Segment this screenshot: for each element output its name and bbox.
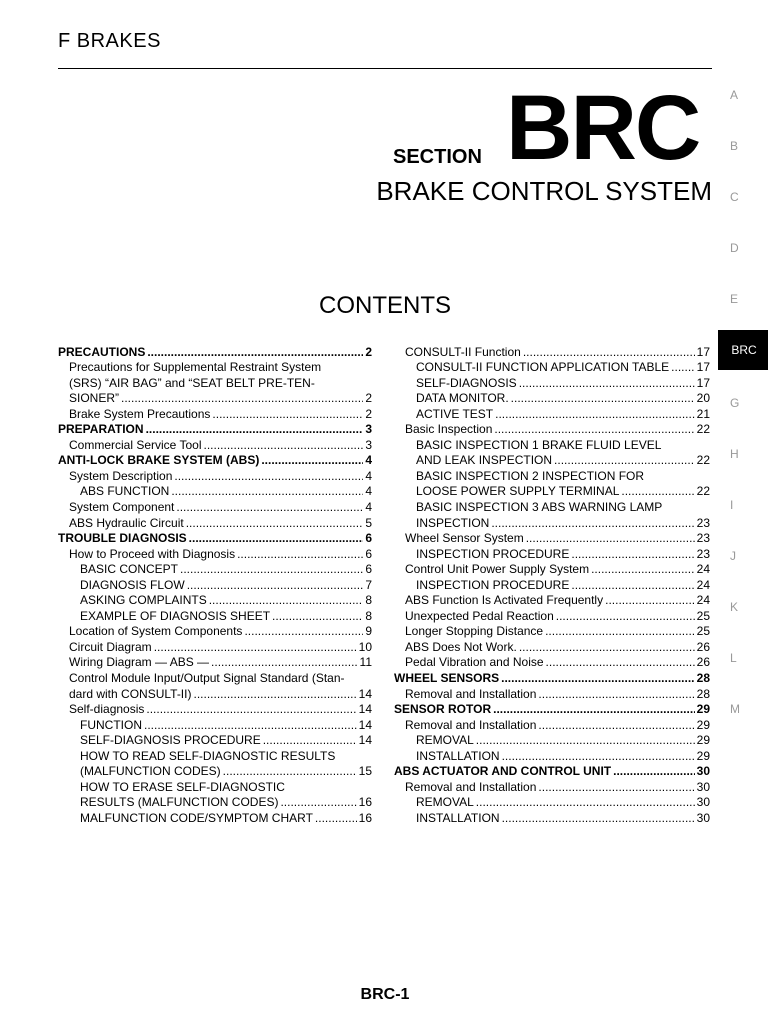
toc-leader-dots xyxy=(523,345,695,360)
toc-leader-dots xyxy=(280,795,356,810)
toc-entry[interactable] xyxy=(58,406,372,422)
toc-entry-page: 29 xyxy=(696,748,710,763)
toc-entry-page: 23 xyxy=(696,515,710,530)
toc-entry-page: 22 xyxy=(696,453,710,468)
toc-leader-dots xyxy=(244,624,363,639)
toc-entry-title: ANTI-LOCK BRAKE SYSTEM (ABS) xyxy=(58,453,260,468)
toc-entry[interactable] xyxy=(394,375,710,391)
toc-entry[interactable] xyxy=(58,702,372,718)
toc-entry-page: 2 xyxy=(365,406,372,421)
toc-entry-title: BASIC CONCEPT xyxy=(80,562,179,577)
toc-entry-title: SENSOR ROTOR xyxy=(394,702,492,717)
toc-entry-page: 20 xyxy=(696,391,710,406)
side-index-letter[interactable]: A xyxy=(730,88,739,102)
toc-entry-title: Unexpected Pedal Reaction xyxy=(405,608,554,623)
toc-entry-title: ASKING COMPLAINTS xyxy=(80,593,207,608)
toc-entry[interactable] xyxy=(58,608,372,624)
toc-leader-dots xyxy=(146,702,356,717)
toc-entry-title: Pedal Vibration and Noise xyxy=(405,655,544,670)
toc-entry-title: dard with CONSULT-II) xyxy=(69,686,192,701)
toc-entry-title: PREPARATION xyxy=(58,422,144,437)
toc-entry-title: DATA MONITOR. xyxy=(416,391,509,406)
toc-entry-page: 25 xyxy=(696,608,710,623)
toc-leader-dots xyxy=(571,547,694,562)
toc-entry[interactable] xyxy=(58,499,372,515)
toc-entry-page: 6 xyxy=(365,562,372,577)
toc-entry-page: 24 xyxy=(696,593,710,608)
toc-entry-page: 29 xyxy=(696,702,710,717)
toc-entry-title: ABS FUNCTION xyxy=(80,484,170,499)
toc-entry-page: 10 xyxy=(358,639,372,654)
toc-leader-dots xyxy=(212,407,363,422)
toc-leader-dots xyxy=(511,391,695,406)
toc-entry[interactable] xyxy=(394,484,710,500)
toc-entry[interactable] xyxy=(394,577,710,593)
toc-entry[interactable] xyxy=(394,717,710,733)
toc-entry-page: 6 xyxy=(365,546,372,561)
toc-entry[interactable] xyxy=(394,810,710,826)
toc-entry[interactable] xyxy=(58,484,372,500)
toc-entry[interactable] xyxy=(394,391,710,407)
toc-entry[interactable] xyxy=(58,733,372,749)
side-index-letter[interactable]: K xyxy=(730,600,739,614)
toc-entry[interactable] xyxy=(394,546,710,562)
toc-leader-dots xyxy=(613,764,695,779)
toc-entry-page: 7 xyxy=(365,577,372,592)
toc-entry-title: BASIC INSPECTION 2 INSPECTION FOR xyxy=(416,468,645,483)
toc-entry-title: INSPECTION PROCEDURE xyxy=(416,577,570,592)
toc-entry-title: SELF-DIAGNOSIS xyxy=(416,375,517,390)
toc-leader-dots xyxy=(501,671,695,686)
toc-entry-title: SELF-DIAGNOSIS PROCEDURE xyxy=(80,733,261,748)
toc-entry-page: 17 xyxy=(696,375,710,390)
toc-entry[interactable] xyxy=(58,764,372,780)
toc-entry-title: BASIC INSPECTION 1 BRAKE FLUID LEVEL xyxy=(416,437,662,452)
section-code: BRC xyxy=(506,77,700,179)
toc-entry-title: Commercial Service Tool xyxy=(69,437,202,452)
toc-entry-page: 26 xyxy=(696,655,710,670)
toc-entry[interactable] xyxy=(58,686,372,702)
toc-entry[interactable] xyxy=(58,468,372,484)
side-index-letter[interactable]: M xyxy=(730,702,740,716)
toc-leader-dots xyxy=(147,345,363,360)
contents-heading: CONTENTS xyxy=(319,292,451,319)
toc-entry-title: WHEEL SENSORS xyxy=(394,671,500,686)
toc-entry-title: Removal and Installation xyxy=(405,779,537,794)
toc-entry-title: (MALFUNCTION CODES) xyxy=(80,764,221,779)
toc-entry-title: AND LEAK INSPECTION xyxy=(416,453,553,468)
toc-entry[interactable] xyxy=(394,499,710,515)
toc-entry[interactable] xyxy=(58,360,372,376)
toc-entry-page: 14 xyxy=(358,733,372,748)
toc-leader-dots xyxy=(476,733,695,748)
toc-leader-dots xyxy=(538,718,694,733)
toc-entry-title: CONSULT-II FUNCTION APPLICATION TABLE xyxy=(416,360,670,375)
toc-leader-dots xyxy=(545,624,695,639)
toc-leader-dots xyxy=(209,593,364,608)
toc-entry-title: RESULTS (MALFUNCTION CODES) xyxy=(80,795,279,810)
toc-entry[interactable] xyxy=(58,624,372,640)
toc-entry-title: DIAGNOSIS FLOW xyxy=(80,577,185,592)
toc-entry[interactable] xyxy=(58,391,372,407)
toc-entry-title: Circuit Diagram xyxy=(69,639,152,654)
toc-entry[interactable] xyxy=(394,422,710,438)
toc-leader-dots xyxy=(263,733,357,748)
toc-entry-title: Removal and Installation xyxy=(405,717,537,732)
toc-entry[interactable] xyxy=(394,702,710,718)
toc-entry-title: REMOVAL xyxy=(416,795,474,810)
toc-entry-page: 17 xyxy=(696,344,710,359)
toc-entry[interactable] xyxy=(58,795,372,811)
section-title: BRAKE CONTROL SYSTEM xyxy=(376,176,712,206)
toc-leader-dots xyxy=(519,376,695,391)
toc-entry-page: 8 xyxy=(365,593,372,608)
toc-leader-dots xyxy=(237,547,363,562)
toc-entry-page: 14 xyxy=(358,686,372,701)
toc-entry[interactable] xyxy=(394,437,710,453)
toc-left-column xyxy=(58,344,372,826)
toc-leader-dots xyxy=(526,531,695,546)
toc-entry-page: 2 xyxy=(365,391,372,406)
toc-entry-page: 30 xyxy=(696,810,710,825)
toc-leader-dots xyxy=(272,609,363,624)
toc-entry-page: 23 xyxy=(696,546,710,561)
toc-entry-page: 24 xyxy=(696,562,710,577)
toc-entry[interactable] xyxy=(58,375,372,391)
toc-entry[interactable] xyxy=(394,531,710,547)
toc-entry-title: BASIC INSPECTION 3 ABS WARNING LAMP xyxy=(416,500,663,515)
toc-entry-title: Control Unit Power Supply System xyxy=(405,562,590,577)
toc-entry[interactable] xyxy=(394,624,710,640)
toc-entry[interactable] xyxy=(58,779,372,795)
toc-entry-title: CONSULT-II Function xyxy=(405,344,521,359)
toc-entry[interactable] xyxy=(394,360,710,376)
toc-entry[interactable] xyxy=(58,437,372,453)
toc-entry-title: Longer Stopping Distance xyxy=(405,624,544,639)
toc-entry-page: 22 xyxy=(696,422,710,437)
toc-entry-title: LOOSE POWER SUPPLY TERMINAL xyxy=(416,484,620,499)
toc-entry-title: INSTALLATION xyxy=(416,748,500,763)
toc-leader-dots xyxy=(211,655,357,670)
toc-entry-page: 4 xyxy=(365,500,372,515)
toc-entry[interactable] xyxy=(58,639,372,655)
toc-leader-dots xyxy=(261,453,363,468)
toc-entry-page: 30 xyxy=(696,764,710,779)
toc-entry-title: How to Proceed with Diagnosis xyxy=(69,546,236,561)
toc-entry[interactable] xyxy=(58,670,372,686)
toc-entry[interactable] xyxy=(394,453,710,469)
toc-entry-title: MALFUNCTION CODE/SYMPTOM CHART xyxy=(80,810,313,825)
toc-entry-page: 3 xyxy=(365,422,372,437)
toc-entry[interactable] xyxy=(394,593,710,609)
toc-entry[interactable] xyxy=(394,655,710,671)
toc-entry-page: 4 xyxy=(365,468,372,483)
side-index-letter[interactable]: L xyxy=(730,651,737,665)
side-index-active-tab[interactable]: BRC xyxy=(718,330,768,370)
toc-leader-dots xyxy=(180,562,363,577)
section-label: SECTION xyxy=(393,146,482,168)
toc-entry[interactable] xyxy=(58,546,372,562)
toc-entry[interactable] xyxy=(394,468,710,484)
chapter-header: F BRAKES xyxy=(58,30,161,52)
toc-entry-title: SIONER” xyxy=(69,391,120,406)
toc-entry-title: (SRS) “AIR BAG” and “SEAT BELT PRE-TEN- xyxy=(69,375,315,390)
toc-entry-page: 14 xyxy=(358,717,372,732)
toc-entry-page: 22 xyxy=(696,484,710,499)
toc-leader-dots xyxy=(538,780,694,795)
toc-entry[interactable] xyxy=(394,639,710,655)
toc-leader-dots xyxy=(519,640,695,655)
toc-leader-dots xyxy=(546,655,695,670)
toc-leader-dots xyxy=(671,360,694,375)
toc-entry-title: ACTIVE TEST xyxy=(416,406,494,421)
toc-entry-page: 5 xyxy=(365,515,372,530)
toc-entry-title: TROUBLE DIAGNOSIS xyxy=(58,531,187,546)
toc-entry-page: 3 xyxy=(365,437,372,452)
toc-entry-page: 29 xyxy=(696,717,710,732)
toc-entry-title: FUNCTION xyxy=(80,717,142,732)
toc-entry-title: Wheel Sensor System xyxy=(405,531,524,546)
toc-entry-page: 4 xyxy=(365,484,372,499)
toc-entry-title: ABS Hydraulic Circuit xyxy=(69,515,184,530)
toc-leader-dots xyxy=(121,391,363,406)
side-index-letter[interactable]: J xyxy=(730,549,736,563)
toc-entry-title: Removal and Installation xyxy=(405,686,537,701)
toc-leader-dots xyxy=(554,453,695,468)
toc-entry-title: ABS ACTUATOR AND CONTROL UNIT xyxy=(394,764,612,779)
toc-entry[interactable] xyxy=(394,795,710,811)
page-number: BRC-1 xyxy=(360,986,410,1003)
toc-entry-page: 17 xyxy=(696,360,710,375)
toc-entry-title: Basic Inspection xyxy=(405,422,493,437)
toc-leader-dots xyxy=(174,469,363,484)
toc-entry-title: INSPECTION xyxy=(416,515,490,530)
side-index-letter[interactable]: I xyxy=(730,498,734,512)
toc-entry-page: 23 xyxy=(696,531,710,546)
toc-entry[interactable] xyxy=(58,810,372,826)
toc-entry-title: INSTALLATION xyxy=(416,810,500,825)
toc-entry-page: 21 xyxy=(696,406,710,421)
side-index-letter[interactable]: E xyxy=(730,292,739,306)
toc-entry-page: 16 xyxy=(358,795,372,810)
side-index-letter[interactable]: G xyxy=(730,396,740,410)
toc-entry[interactable] xyxy=(58,344,372,360)
toc-entry-title: Location of System Components xyxy=(69,624,243,639)
toc-leader-dots xyxy=(223,764,357,779)
toc-leader-dots xyxy=(491,516,694,531)
toc-leader-dots xyxy=(315,811,357,826)
toc-entry-title: HOW TO READ SELF-DIAGNOSTIC RESULTS xyxy=(80,748,336,763)
toc-entry-page: 6 xyxy=(365,531,372,546)
toc-entry[interactable] xyxy=(394,779,710,795)
toc-entry-title: ABS Does Not Work. xyxy=(405,639,517,654)
toc-entry-page: 25 xyxy=(696,624,710,639)
toc-leader-dots xyxy=(605,593,695,608)
toc-entry[interactable] xyxy=(394,344,710,360)
toc-entry[interactable] xyxy=(58,655,372,671)
toc-entry-page: 2 xyxy=(365,344,372,359)
side-index-letter[interactable]: C xyxy=(730,190,739,204)
side-index-letter[interactable]: D xyxy=(730,241,739,255)
toc-entry[interactable] xyxy=(58,531,372,547)
toc-leader-dots xyxy=(502,811,695,826)
toc-entry-title: Brake System Precautions xyxy=(69,406,211,421)
toc-entry-page: 4 xyxy=(365,453,372,468)
toc-entry[interactable] xyxy=(394,733,710,749)
toc-leader-dots xyxy=(171,484,363,499)
toc-entry[interactable] xyxy=(58,577,372,593)
header-rule xyxy=(58,68,712,69)
toc-entry[interactable] xyxy=(394,608,710,624)
toc-entry-title: EXAMPLE OF DIAGNOSIS SHEET xyxy=(80,608,271,623)
toc-entry[interactable] xyxy=(58,422,372,438)
toc-leader-dots xyxy=(621,484,694,499)
toc-entry[interactable] xyxy=(58,562,372,578)
toc-entry-page: 16 xyxy=(358,810,372,825)
toc-entry-title: INSPECTION PROCEDURE xyxy=(416,546,570,561)
toc-leader-dots xyxy=(144,718,357,733)
toc-leader-dots xyxy=(556,609,695,624)
toc-entry[interactable] xyxy=(58,453,372,469)
toc-entry[interactable] xyxy=(394,515,710,531)
toc-entry-title: System Component xyxy=(69,500,175,515)
toc-entry-title: PRECAUTIONS xyxy=(58,344,146,359)
toc-leader-dots xyxy=(502,749,695,764)
toc-right-column xyxy=(394,344,710,826)
toc-entry-page: 29 xyxy=(696,733,710,748)
toc-entry-title: ABS Function Is Activated Frequently xyxy=(405,593,604,608)
toc-entry[interactable] xyxy=(394,764,710,780)
toc-entry[interactable] xyxy=(394,670,710,686)
toc-entry-page: 8 xyxy=(365,608,372,623)
toc-leader-dots xyxy=(189,531,364,546)
toc-entry-page: 24 xyxy=(696,577,710,592)
side-index-letter[interactable]: B xyxy=(730,139,739,153)
toc-leader-dots xyxy=(204,438,364,453)
toc-entry-title: Control Module Input/Output Signal Standard (Stan- xyxy=(69,671,345,686)
toc-entry-title: HOW TO ERASE SELF-DIAGNOSTIC xyxy=(80,779,285,794)
toc-entry-page: 11 xyxy=(359,655,372,670)
toc-entry-title: System Description xyxy=(69,468,173,483)
toc-leader-dots xyxy=(187,578,364,593)
toc-leader-dots xyxy=(494,422,694,437)
toc-entry-page: 30 xyxy=(696,779,710,794)
toc-entry[interactable] xyxy=(394,748,710,764)
toc-leader-dots xyxy=(495,407,695,422)
toc-entry-page: 15 xyxy=(358,764,372,779)
toc-leader-dots xyxy=(538,687,694,702)
toc-entry-title: REMOVAL xyxy=(416,733,474,748)
toc-leader-dots xyxy=(493,702,695,717)
toc-leader-dots xyxy=(146,422,364,437)
toc-entry-page: 9 xyxy=(365,624,372,639)
toc-entry-page: 28 xyxy=(696,686,710,701)
toc-leader-dots xyxy=(186,516,364,531)
toc-leader-dots xyxy=(571,578,694,593)
toc-entry[interactable] xyxy=(394,406,710,422)
toc-entry-page: 28 xyxy=(696,671,710,686)
side-index-letter[interactable]: H xyxy=(730,447,739,461)
toc-leader-dots xyxy=(476,795,695,810)
toc-entry-page: 14 xyxy=(358,702,372,717)
toc-entry-page: 30 xyxy=(696,795,710,810)
toc-entry-page: 26 xyxy=(696,639,710,654)
toc-leader-dots xyxy=(591,562,695,577)
toc-entry[interactable] xyxy=(58,593,372,609)
toc-entry-title: Wiring Diagram — ABS — xyxy=(69,655,210,670)
toc-entry-title: Self-diagnosis xyxy=(69,702,145,717)
toc-entry[interactable] xyxy=(394,562,710,578)
toc-entry[interactable] xyxy=(394,686,710,702)
toc-entry[interactable] xyxy=(58,515,372,531)
toc-leader-dots xyxy=(176,500,363,515)
toc-entry[interactable] xyxy=(58,748,372,764)
toc-entry-title: Precautions for Supplemental Restraint System xyxy=(69,360,322,375)
toc-leader-dots xyxy=(193,687,356,702)
toc-entry[interactable] xyxy=(58,717,372,733)
toc-leader-dots xyxy=(154,640,357,655)
